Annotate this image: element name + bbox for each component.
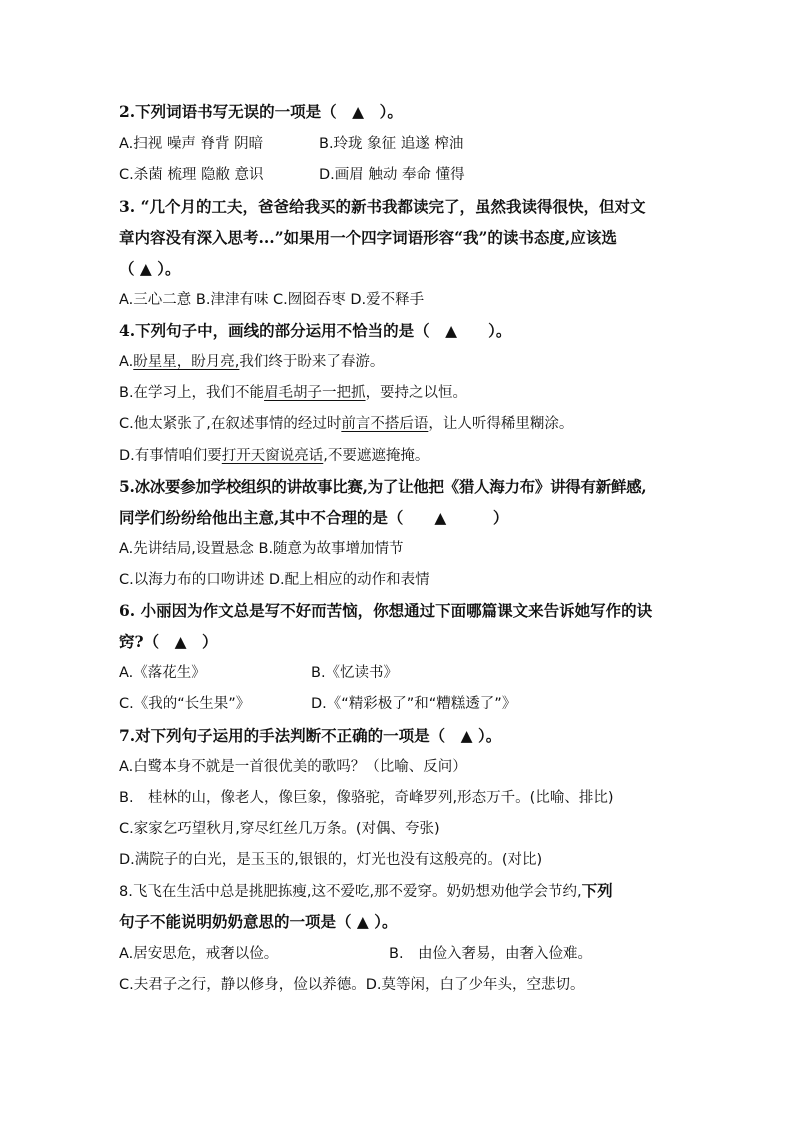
q4-a-suffix: 我们终于盼来了春游。 (239, 354, 385, 370)
q6-option-b: B.《忆读书》 (311, 665, 399, 681)
q2-option-b: B.玲珑 象征 追遂 榨油 (319, 136, 464, 152)
q5-options-cd: C.以海力布的口吻讲述 D.配上相应的动作和表情 (119, 572, 430, 588)
q8-line-1-text: 8.飞飞在生活中总是挑肥拣瘦,这不爱吃,那不爱穿。奶奶想劝他学会节约, (119, 884, 582, 900)
q4-b-prefix: B.在学习上，我们不能 (119, 385, 265, 401)
q6-option-c: C.《我的“长生果”》 (119, 696, 251, 712)
q4-a-underlined: 盼星星，盼月亮, (133, 354, 240, 370)
q4-b-underlined: 眉毛胡子一把抓 (264, 385, 366, 401)
q5-line-2: 同学们纷纷给他出主意,其中不合理的是（ ▲ ） (119, 508, 509, 527)
q8-option-a: A.居安思危，戒奢以俭。 (119, 946, 279, 962)
q3-line-1: 3. “几个月的工夫，爸爸给我买的新书我都读完了，虽然我读得很快，但对文 (119, 197, 646, 216)
q4-b-suffix: ，要持之以恒。 (365, 385, 468, 401)
q4-stem: 4.下列句子中，画线的部分运用不恰当的是（ ▲ ）。 (119, 321, 512, 340)
q6-line-2: 窍?（ ▲ ） (119, 632, 218, 651)
q6-line-1: 6. 小丽因为作文总是写不好而苦恼，你想通过下面哪篇课文来告诉她写作的诀 (119, 601, 653, 620)
q4-option-a (119, 352, 384, 372)
q7-option-c: C.家家乞巧望秋月,穿尽红丝几万条。(对偶、夸张) (119, 821, 440, 837)
q4-option-b (119, 383, 467, 403)
q4-d-underlined: 打开天窗说亮话 (221, 448, 324, 464)
q4-option-d (119, 446, 429, 466)
q2-option-c: C.杀菌 梳理 隐敝 意识 (119, 167, 264, 183)
q7-option-b: B. 桂林的山，像老人，像巨象，像骆驼，奇峰罗列,形态万千。(比喻、排比) (119, 790, 614, 806)
q5-options-ab: A.先讲结局,设置悬念 B.随意为故事增加情节 (119, 541, 404, 557)
q7-stem: 7.对下列句子运用的手法判断不正确的一项是（ ▲ ）。 (119, 726, 502, 745)
q2-option-a: A.扫视 噪声 脊背 阴暗 (119, 136, 264, 152)
q4-c-prefix: C.他太紧张了,在叙述事情的经过时 (119, 416, 342, 432)
q2-option-d: D.画眉 触动 奉命 懂得 (319, 167, 465, 183)
q7-option-d: D.满院子的白光，是玉玉的,银银的，灯光也没有这般亮的。(对比) (119, 852, 543, 868)
q5-line-1: 5.冰冰要参加学校组织的讲故事比赛,为了让他把《猎人海力布》讲得有新鲜感, (119, 477, 647, 496)
q7-option-a: A.白鹭本身不就是一首很优美的歌吗？（比喻、反问） (119, 759, 467, 775)
q3-options: A.三心二意 B.津津有味 C.囫囵吞枣 D.爱不释手 (119, 292, 425, 308)
q8-line-2: 句子不能说明奶奶意思的一项是（ ▲ ）。 (119, 912, 398, 931)
q4-option-c (119, 414, 573, 434)
q8-options-cd: C.夫君子之行，静以修身，俭以养德。D.莫等闲，白了少年头，空悲切。 (119, 977, 585, 993)
q4-d-prefix: D.有事情咱们要 (119, 448, 222, 464)
q6-option-d: D.《“精彩极了”和“糟糕透了”》 (311, 696, 517, 712)
q8-option-b: B. 由俭入奢易，由奢入俭难。 (389, 946, 593, 962)
q8-line-1-bold: 下列 (581, 882, 613, 900)
q8-line-1 (119, 881, 613, 902)
q6-option-a: A.《落花生》 (119, 665, 206, 681)
q4-a-prefix: A. (119, 354, 134, 370)
q4-c-suffix: ，让人听得稀里糊涂。 (428, 416, 574, 432)
q3-line-2: 章内容没有深入思考...”如果用一个四字词语形容“我”的读书态度,应该选 (119, 228, 617, 247)
q3-line-3: （ ▲ ）。 (119, 259, 181, 278)
q4-c-underlined: 前言不搭后语 (341, 416, 429, 432)
q4-d-suffix: ,不要遮遮掩掩。 (323, 448, 430, 464)
q2-stem: 2.下列词语书写无误的一项是（ ▲ ）。 (119, 102, 403, 121)
